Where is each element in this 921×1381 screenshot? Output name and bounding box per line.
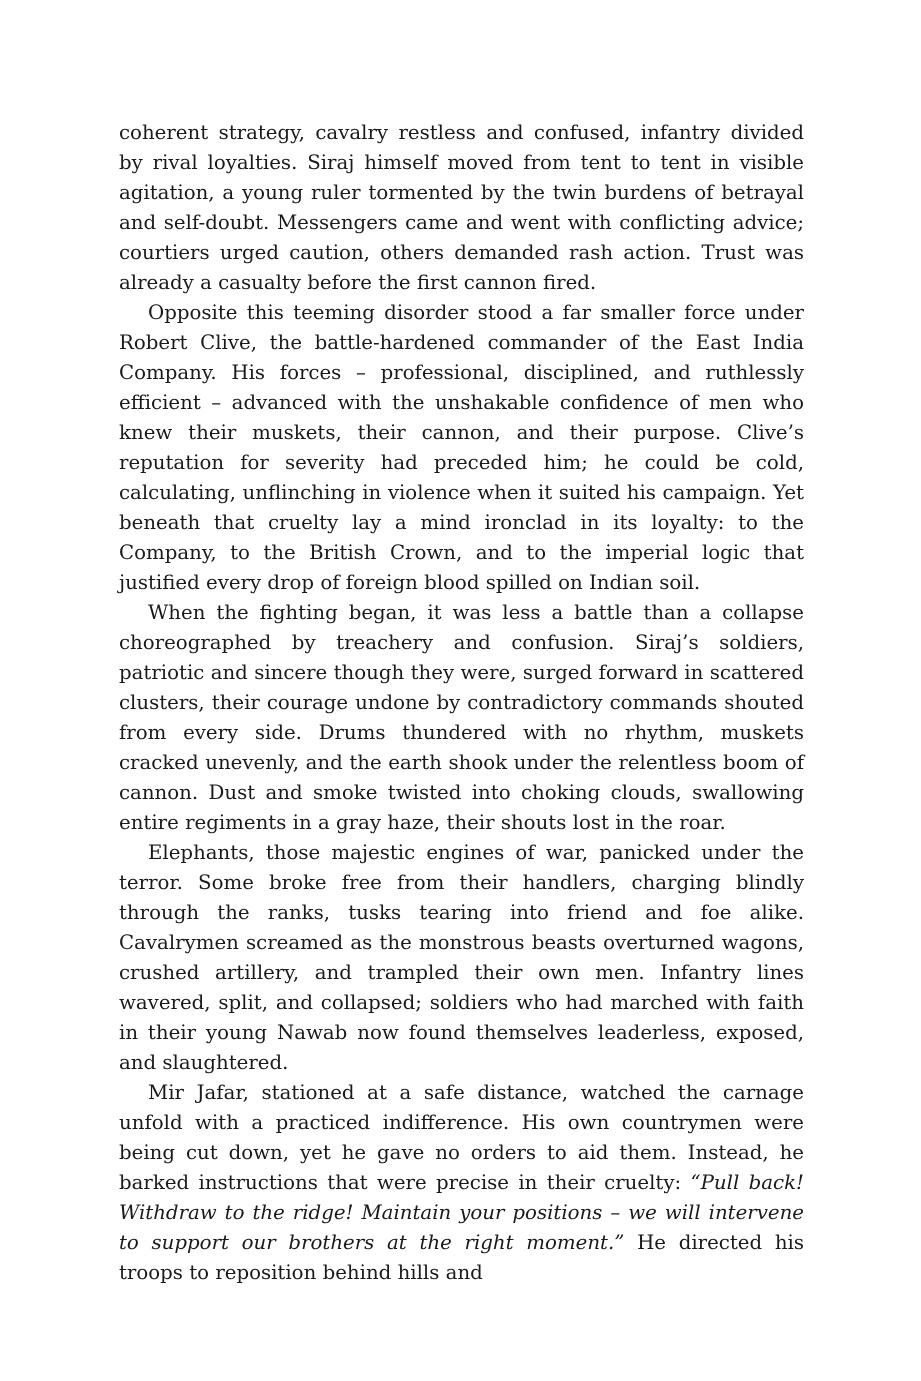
paragraph-2-text: Opposite this teeming disorder stood a far smaller force under Robert Clive, the battle-hardened commander of the East India Company. His forces – professional, disciplined, and ruthlessly efficient – advanced with the unshakable confidence of men who knew their muskets, their cannon, and their purpose. Clive’s reputation for severity had preceded him; he could be cold, calculating, unflinching in violence when it suited his campaign. Yet beneath that cruelty lay a mind ironclad in its loyalty: to the Company, to the British Crown, and to the imperial logic that justified every drop of foreign blood spilled on Indian soil. — [119, 301, 804, 594]
paragraph-5-text-end: He directed his troops to reposition behind hills and — [119, 1231, 804, 1284]
paragraph-1-text: coherent strategy, cavalry restless and confused, infantry divided by rival loyalties. Siraj himself moved from tent to tent in visible agitation, a young ruler tormented by the twin burdens of betrayal and self-doubt. Messengers came and went with conflicting advice; courtiers urged caution, others demanded rash action. Trust was already a casualty before the first cannon fired. — [119, 121, 804, 294]
paragraph-2 — [119, 298, 804, 598]
paragraph-3 — [119, 598, 804, 838]
paragraph-4 — [119, 838, 804, 1078]
body-text — [119, 118, 804, 1288]
paragraph-4-text: Elephants, those majestic engines of war, panicked under the terror. Some broke free from their handlers, charging blindly through the ranks, tusks tearing into friend and foe alike. Cavalrymen screamed as the monstrous beasts overturned wagons, crushed artillery, and trampled their own men. Infantry lines wavered, split, and collapsed; soldiers who had marched with faith in their young Nawab now found themselves leaderless, exposed, and slaughtered. — [119, 841, 804, 1074]
paragraph-3-text: When the fighting began, it was less a battle than a collapse choreographed by treachery and confusion. Siraj’s soldiers, patriotic and sincere though they were, surged forward in scattered clusters, their courage undone by contradictory commands shouted from every side. Drums thundered with no rhythm, muskets cracked unevenly, and the earth shook under the relentless boom of cannon. Dust and smoke twisted into choking clouds, swallowing entire regiments in a gray haze, their shouts lost in the roar. — [119, 601, 804, 834]
paragraph-5-text: Mir Jafar, stationed at a safe distance, watched the carnage unfold with a practiced indifference. His own countrymen were being cut down, yet he gave no orders to aid them. Instead, he barked instructions that were precise in their cruelty: — [119, 1081, 804, 1194]
paragraph-5 — [119, 1078, 804, 1288]
italic-quote: “Pull back! Withdraw to the ridge! Maintain your positions – we will intervene to support our brothers at the right moment.” — [119, 1171, 804, 1254]
paragraph-1 — [119, 118, 804, 298]
